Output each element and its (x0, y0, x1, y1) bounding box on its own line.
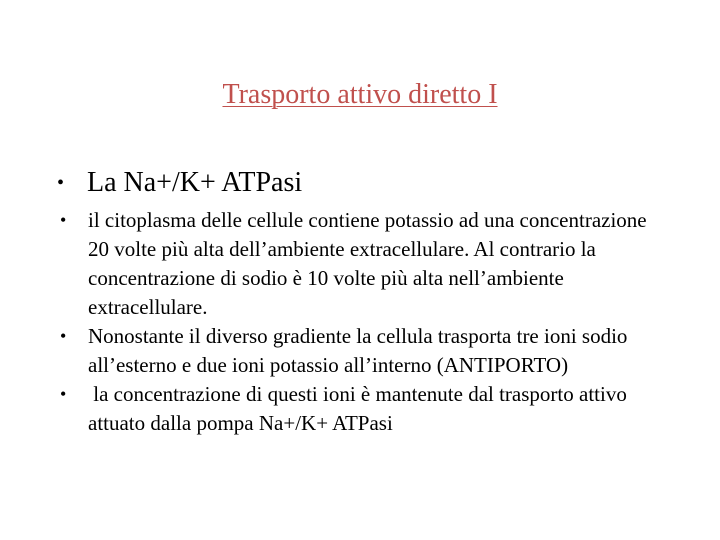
list-item (60, 380, 665, 438)
list-item (60, 206, 665, 322)
main-bullet (57, 167, 303, 199)
list-item-text: il citoplasma delle cellule contiene potassio ad una concentrazione 20 volte più alta dell’ambiente extracellulare. Al contrario la concentrazione di sodio è 10 volte più alta nell’ambiente extracellulare. (88, 208, 647, 319)
main-bullet-text: La Na+/K+ ATPasi (87, 167, 303, 198)
list-item (60, 322, 665, 380)
bullet-dot: • (60, 210, 67, 230)
bullet-dot: • (60, 384, 67, 404)
list-item-text: Nonostante il diverso gradiente la cellula trasporta tre ioni sodio all’esterno e due ioni potassio all’interno (ANTIPORTO) (88, 324, 628, 377)
slide-title: Trasporto attivo diretto I (222, 79, 498, 110)
sub-bullet-list (60, 206, 665, 438)
bullet-dot: • (60, 326, 67, 346)
bullet-dot: • (57, 172, 65, 194)
list-item-text: la concentrazione di questi ioni è mantenute dal trasporto attivo attuato dalla pompa Na+/K+ ATPasi (88, 382, 633, 435)
